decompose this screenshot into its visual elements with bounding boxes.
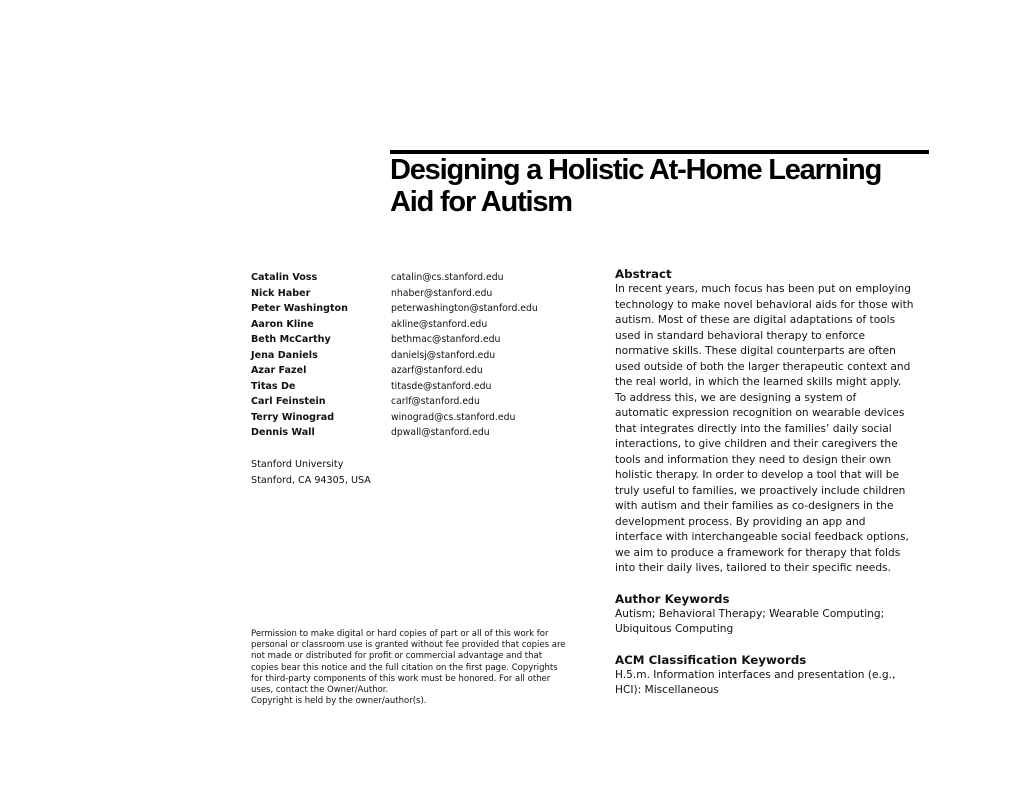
- abstract-line: truly useful to families, we proactively include children: [615, 484, 906, 497]
- author-email: dpwall@stanford.edu: [391, 427, 490, 438]
- abstract-line: autism. Most of these are digital adaptations of tools: [615, 314, 896, 326]
- author-email: titasde@stanford.edu: [391, 380, 492, 392]
- paper-title: [390, 154, 930, 218]
- author-name: Jena Daniels: [251, 349, 318, 361]
- author-name: Catalin Voss: [251, 272, 318, 283]
- affiliation: [251, 457, 371, 488]
- abstract-line: into their daily lives, tailored to their specific needs.: [615, 562, 891, 574]
- abstract-line: interface with interchangeable social feedback options,: [615, 531, 909, 543]
- author-name: Carl Feinstein: [251, 396, 326, 407]
- acm-keywords-line: HCI): Miscellaneous: [615, 684, 719, 696]
- abstract-line: interactions, to give children and their caregivers the: [615, 438, 898, 450]
- permission-line: for third-party components of this work must be honored. For all other: [251, 673, 551, 684]
- abstract-line: development process. By providing an app and: [615, 515, 866, 528]
- affiliation-line: Stanford University: [251, 459, 344, 470]
- permission-line: Permission to make digital or hard copies of part or all of this work for: [251, 629, 549, 639]
- author-email: nhaber@stanford.edu: [391, 287, 493, 299]
- abstract-line: with autism and their families as co-designers in the: [615, 500, 894, 512]
- author-name: Azar Fazel: [251, 365, 307, 376]
- author-email: carlf@stanford.edu: [391, 396, 480, 407]
- author-email: azarf@stanford.edu: [391, 365, 483, 376]
- section-gap: [615, 638, 945, 652]
- author-keywords-heading: Author Keywords: [615, 591, 730, 606]
- affiliation-line: Stanford, CA 94305, USA: [251, 474, 371, 486]
- abstract-line: that integrates directly into the families’ daily social: [615, 422, 892, 435]
- abstract-line: normative skills. These digital counterparts are often: [615, 345, 896, 357]
- permission-line: uses, contact the Owner/Author.: [251, 684, 389, 695]
- author-name: Peter Washington: [251, 303, 348, 314]
- abstract-line: the real world, in which the learned skills might apply.: [615, 376, 902, 388]
- author-name: Dennis Wall: [251, 427, 315, 438]
- title-line: Designing a Holistic At-Home Learning: [390, 154, 882, 186]
- author-keywords-line: Autism; Behavioral Therapy; Wearable Computing;: [615, 607, 885, 620]
- abstract-line: tools and information they need to design their own: [615, 453, 892, 466]
- permission-line: personal or classroom use is granted without fee provided that copies are: [251, 640, 566, 651]
- right-column: [615, 266, 945, 699]
- abstract-body: [615, 282, 945, 577]
- abstract-heading: Abstract: [615, 267, 672, 281]
- title-line: Aid for Autism: [390, 186, 572, 218]
- section-gap: [615, 577, 945, 591]
- author-name: Aaron Kline: [251, 318, 314, 330]
- author-email: bethmac@stanford.edu: [391, 334, 501, 345]
- abstract-line: To address this, we are designing a system of: [615, 391, 857, 404]
- abstract-line: In recent years, much focus has been put on employing: [615, 283, 911, 295]
- abstract-line: automatic expression recognition on wearable devices: [615, 407, 905, 419]
- permission-line: copies bear this notice and the full citation on the first page. Copyrights: [251, 662, 558, 673]
- acm-keywords-heading: ACM Classification Keywords: [615, 652, 807, 667]
- permission-line: Copyright is held by the owner/author(s).: [251, 696, 427, 707]
- author-email: danielsj@stanford.edu: [391, 349, 496, 361]
- author-name: Nick Haber: [251, 287, 311, 299]
- abstract-line: used in standard behavioral therapy to enforce: [615, 329, 866, 342]
- author-email: catalin@cs.stanford.edu: [391, 272, 504, 283]
- abstract-line: technology to make novel behavioral aids for those with: [615, 298, 914, 311]
- author-email: peterwashington@stanford.edu: [391, 303, 538, 314]
- author-email: akline@stanford.edu: [391, 318, 488, 330]
- author-email: winograd@cs.stanford.edu: [391, 411, 516, 423]
- author-name: Beth McCarthy: [251, 334, 331, 345]
- author-name: Terry Winograd: [251, 411, 335, 423]
- author-keywords-line: Ubiquitous Computing: [615, 623, 734, 635]
- abstract-line: we aim to produce a framework for therapy that folds: [615, 546, 901, 559]
- acm-keywords-line: H.5.m. Information interfaces and presentation (e.g.,: [615, 668, 896, 681]
- author-name: Titas De: [251, 380, 296, 392]
- permission-line: not made or distributed for profit or commercial advantage and that: [251, 651, 543, 662]
- abstract-line: holistic therapy. In order to develop a tool that will be: [615, 469, 899, 481]
- abstract-line: used outside of both the larger therapeutic context and: [615, 360, 911, 373]
- permission-notice: [251, 629, 596, 707]
